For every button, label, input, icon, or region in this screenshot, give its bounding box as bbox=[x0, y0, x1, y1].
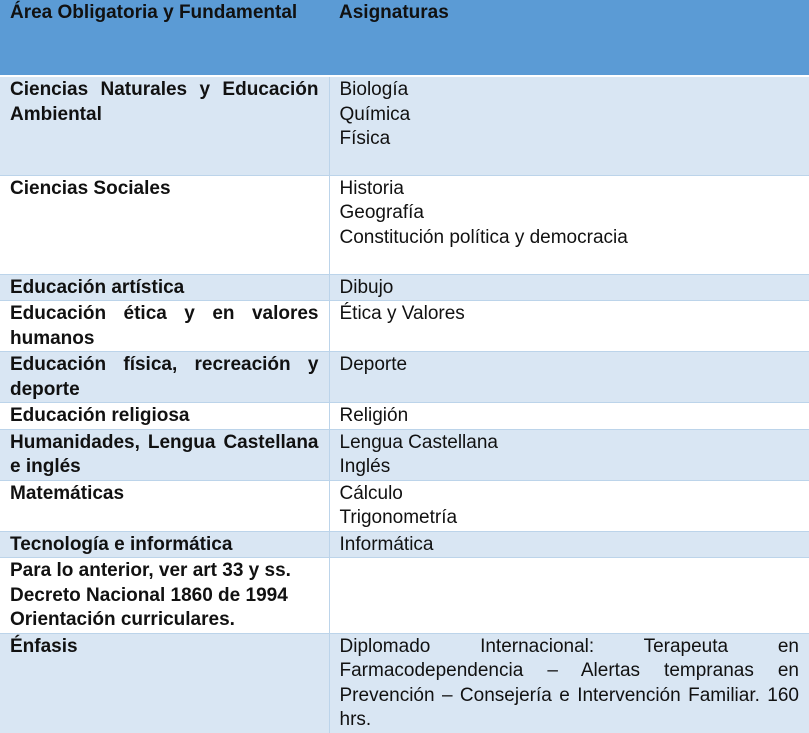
subject-item: Historia bbox=[339, 177, 404, 199]
table-row bbox=[0, 352, 809, 403]
table-row bbox=[0, 480, 809, 531]
subjects-cell bbox=[329, 480, 809, 531]
subjects-cell bbox=[329, 301, 809, 352]
subject-item: Deporte bbox=[339, 354, 408, 375]
area-cell: Educación artística bbox=[0, 274, 329, 301]
subject-item: Geografía bbox=[339, 202, 424, 223]
area-cell: Ciencias Naturales y Educación Ambiental bbox=[0, 76, 329, 175]
subjects-cell bbox=[329, 352, 809, 403]
subjects-cell bbox=[329, 175, 809, 274]
subject-item: Constitución política y democracia bbox=[339, 226, 628, 248]
subject-item: Informática bbox=[339, 533, 434, 555]
table-row bbox=[0, 76, 809, 175]
subject-item: Biología bbox=[339, 79, 409, 100]
header-subjects: Asignaturas bbox=[329, 0, 809, 76]
area-cell: Tecnología e informática bbox=[0, 531, 329, 558]
subject-item: Química bbox=[339, 103, 411, 125]
subjects-cell bbox=[329, 403, 809, 430]
subject-item: Lengua Castellana bbox=[339, 431, 498, 453]
area-cell: Educación ética y en valores humanos bbox=[0, 301, 329, 352]
subjects-cell bbox=[329, 274, 809, 301]
area-cell: Humanidades, Lengua Castellana e inglés bbox=[0, 429, 329, 480]
table-header-row bbox=[0, 0, 809, 76]
table-row bbox=[0, 531, 809, 558]
subjects-cell bbox=[329, 531, 809, 558]
area-cell: Énfasis bbox=[0, 633, 329, 733]
table-row bbox=[0, 633, 809, 733]
area-cell: Educación física, recreación y deporte bbox=[0, 352, 329, 403]
subjects-cell bbox=[329, 76, 809, 175]
table-row bbox=[0, 175, 809, 274]
subject-item: Cálculo bbox=[339, 482, 403, 504]
subject-item: Inglés bbox=[339, 456, 391, 477]
area-cell: Matemáticas bbox=[0, 480, 329, 531]
subject-item: Trigonometría bbox=[339, 507, 458, 528]
area-cell: Educación religiosa bbox=[0, 403, 329, 430]
subject-item: Dibujo bbox=[339, 276, 394, 298]
area-cell: Ciencias Sociales bbox=[0, 175, 329, 274]
area-cell: Para lo anterior, ver art 33 y ss. Decreto Nacional 1860 de 1994 Orientación curriculares. bbox=[0, 558, 329, 634]
table-row bbox=[0, 558, 809, 634]
table-row bbox=[0, 301, 809, 352]
subject-item: Diplomado Internacional: Terapeuta en Farmacodependencia – Alertas tempranas en Prevención – Consejería e Intervención Familiar. 160 hrs. bbox=[339, 635, 799, 730]
table-row bbox=[0, 274, 809, 301]
subjects-cell bbox=[329, 429, 809, 480]
table-row bbox=[0, 429, 809, 480]
subject-item: Religión bbox=[339, 405, 409, 426]
table-row bbox=[0, 403, 809, 430]
subjects-cell bbox=[329, 633, 809, 733]
subject-item: Física bbox=[339, 128, 391, 149]
subjects-cell bbox=[329, 558, 809, 634]
header-area: Área Obligatoria y Fundamental bbox=[0, 0, 329, 76]
subject-item: Ética y Valores bbox=[339, 303, 465, 324]
